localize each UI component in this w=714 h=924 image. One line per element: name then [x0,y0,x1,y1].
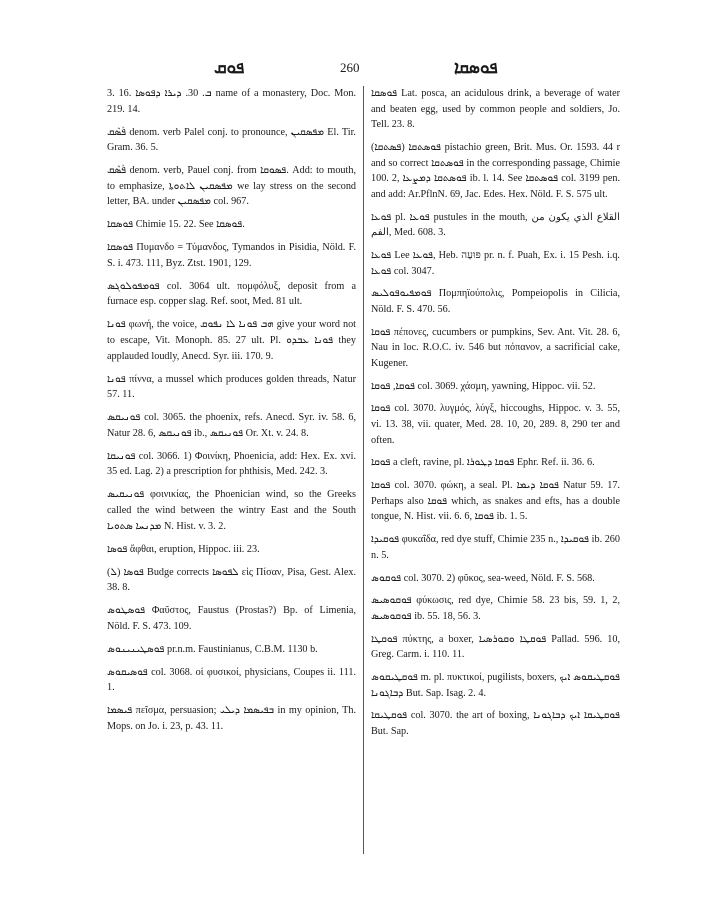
dictionary-entry: ܦܘܩܐ col. 3070. φώκη, a seal. Pl. ܦܘܩܐ ܕܝܡܐ Natur 59. 17. Perhaps also ܦܘܩܐ which, as snakes and efts, has a double tongue, N. Hist. vii. 6. 6, ܦܘܩܐ ib. 1. 5. [371,480,620,523]
dictionary-entry: ܦܘܩܘܣܝܣ φύκωσις, red dye, Chimie 58. 23 bis, 59. 1, 2, ܦܘܩܘܣܝܣ ib. 55. 18, 56. 3. [371,595,620,622]
running-head-right: ܦܘܣܩܐ [454,58,498,78]
dictionary-entry: ܦܘܣܩܐ Chimie 15. 22. See ܦܘܣܩܐ. [107,219,245,231]
dictionary-entry: ܦܰܣܶܩ denom. verb, Pauel conj. from ܦܣܘܩܐ. Add: to mouth, to emphasize, ܡܦܣܩܝܢ ܠܐܬܘܬܐ we lay stress on the second letter, BA. under ܡܦܣܩܝܢ col. 967. [107,165,357,208]
dictionary-entry: ܦܘܡܦܝܘܦܘܠܝܣ Πομπηϊούπολις, Pompeiopolis in Cilicia, Nöld. F. S. 470. 56. [371,288,620,315]
dictionary-entry: ܦܘܣܬܩܐ (ܦܣܬܩܐ) pistachio green, Brit. Mus. Or. 1593. 44 r and so correct ܦܘܣܬܩܐ in the corresponding passage, Chimie 100. 2, ܦܘܣܬܩܐ ܕܡܨܥܐ ib. l. 14. See ܦܘܣܬܩܐ col. 3199 pen. and add: Ar.PflnN. 69, Jac. Edes. Hex. Nöld. F. S. 575 ult. [371,141,621,200]
dictionary-entry: ܦܘܩܛܝܩܐ col. 3070. the art of boxing, ܦܘܩܛܝܩܐ ܐܝܟ ܕܒܐܓܘܢܐ But. Sap. [371,710,620,737]
dictionary-entry: ܦܘܢܝܩܐ col. 3066. 1) Φοινίκη, Phoenicia, add: Hex. Ex. xvi. 35 ed. Lag. 2) a prescription for phthisis, Med. 242. 3. [107,450,356,478]
dictionary-entry: ܦܘܩܐ πέπονες, cucumbers or pumpkins, Sev. Ant. Vit. 28. 6, Nau in loc. R.O.C. iv. 546 but πόπανον, a sacrificial cake, Kugener. [371,326,620,369]
dictionary-entry: ܦܘܩܐ a cleft, ravine, pl. ܦܘܩܐ ܕܛܘܪܐ Ephr. Ref. ii. 36. 6. [371,457,595,469]
right-column [371,86,620,747]
page-number: 260 [340,60,360,75]
dictionary-entry: ܦܘܣܐ ἄφθαι, eruption, Hippoc. iii. 23. [107,543,260,555]
dictionary-entry: ܦܘܢܐ φωνή, the voice, ܗܒ ܦܘܢܐ ܠܐ ܢܦܘܩ give your word not to escape, Vit. Monoph. 85. 27 ult. Pl. ܦܘܢܐ ܥܒܕܘ they applauded loudly, Anecd. Syr. iii. 170. 9. [107,319,357,362]
dictionary-entry: ܦܘܩܛܐ πύκτης, a boxer, ܦܘܩܛܐ ܘܩܘܪܣܝܐ Pallad. 596. 10, Greg. Carm. i. 110. 11. [371,633,620,661]
dictionary-entry: ܦܘܩܝܕܐ φυκαΐδα, red dye stuff, Chimie 235 n., ܦܘܩܝܕܐ ib. 260 n. 5. [371,534,620,561]
dictionary-entry: ܦܘܣܝܩܘܣ col. 3068. οἱ φυσικοί, physicians, Coupes ii. 111. 1. [107,666,356,694]
dictionary-entry: ܦܘܣܐ (ܠ) Budge corrects ܠܦܘܣܐ εἰς Πίσαν, Pisa, Gest. Alex. 38. 8. [107,566,357,594]
page-header [0,58,714,80]
left-column [107,86,356,742]
dictionary-entry: ܦܘܣܛܘܣ Φαῦστος, Faustus (Prostas?) Bp. of Limenia, Nöld. F. S. 473. 109. [107,605,356,632]
dictionary-entry: ܦܘܣܩܐ Lat. posca, an acidulous drink, a beverage of water and beaten egg, used by common people and soldiers, Jo. Tell. 23. 8. [371,88,620,131]
dictionary-entry: ܦܘܥܐ pl. ܦܘܥܐ pustules in the mouth, القلاع الذي يكون من الفم, Med. 608. 3. [371,211,620,239]
dictionary-entry: ܦܰܣܶܩ denom. verb Palel conj. to pronounce, ܡܦܣܩܝܢ El. Tir. Gram. 36. 5. [107,126,356,154]
dictionary-entry: ܦܘܩܛܝܩܘܣ m. pl. πυκτικοί, pugilists, boxers, ܦܘܩܛܝܩܘܣ ܐܝܟ ܕܒܐܓܘܢܐ But. Sap. Isag. 2. 4. [371,672,620,699]
dictionary-entry: ܦܘܢܝܩܣ col. 3065. the phoenix, refs. Anecd. Syr. iv. 58. 6, Natur 28. 6, ܦܘܢܝܩܣ ib., ܦܘܢܝܩܣ Or. Xt. v. 24. 8. [107,412,356,439]
dictionary-entry: ܦܘܩܐ, ܦܘܩܐ col. 3069. χάσμη, yawning, Hippoc. vii. 52. [371,380,596,392]
dictionary-entry: 3. 16. ܒ. 30. ܕܝܪܐ ܕܦܘܣܐ name of a monastery, Doc. Mon. 219. 14. [107,88,356,115]
dictionary-entry: ܦܘܣܩܐ Πυμανδο = Τύμανδος, Tymandos in Pisidia, Nöld. F. S. i. 473. 111, Byz. Ztst. 1901, 129. [107,242,356,269]
dictionary-entry: ܦܘܢܐ πίννα, a mussel which produces golden threads, Natur 57. 11. [107,373,356,401]
dictionary-entry: ܦܘܢܝܩܝܣ φοινικίας, the Phoenician wind, so the Greeks called the wind between the wintry East and the South ܡܕܢܚܐ ܣܬܘܝܐ N. Hist. v. 3. 2. [107,489,356,532]
dictionary-entry: ܦܘܩܘܣ col. 3070. 2) φῦκος, sea-weed, Nöld. F. S. 568. [371,572,595,584]
dictionary-entry: ܦܝܣܡܐ πεῖσμα, persuasion; ܒܦܝܣܡܐ ܕܝܠܝ in my opinion, Th. Mops. on Jo. i. 23, p. 43. 11. [107,705,356,732]
dictionary-entry: ܦܘܡܦܘܠܘܓܣ col. 3064 ult. πομφόλυξ, deposit from a furnace esp. copper slag. Ref. soot, Med. 81 ult. [107,280,356,308]
dictionary-entry: ܦܘܩܐ col. 3070. λυγμός, λύγξ, hiccoughs, Hippoc. v. 3. 55, vi. 13. 38, vii. quater, Med. 28. 10, 20, 289. 8, 290 ter and often. [371,403,620,446]
column-divider [363,86,364,854]
dictionary-entry: ܦܘܥܐ Lee ܦܘܥܐ, Heb. פּוּעָה pr. n. f. Puah, Ex. i. 15 Pesh. i.q. ܦܘܥܐ col. 3047. [371,249,620,277]
running-head-left: ܦܘܩ [214,58,245,78]
dictionary-entry: ܦܘܣܛܝܢܝܢܘܣ pr.n.m. Faustinianus, C.B.M. 1130 b. [107,643,318,655]
